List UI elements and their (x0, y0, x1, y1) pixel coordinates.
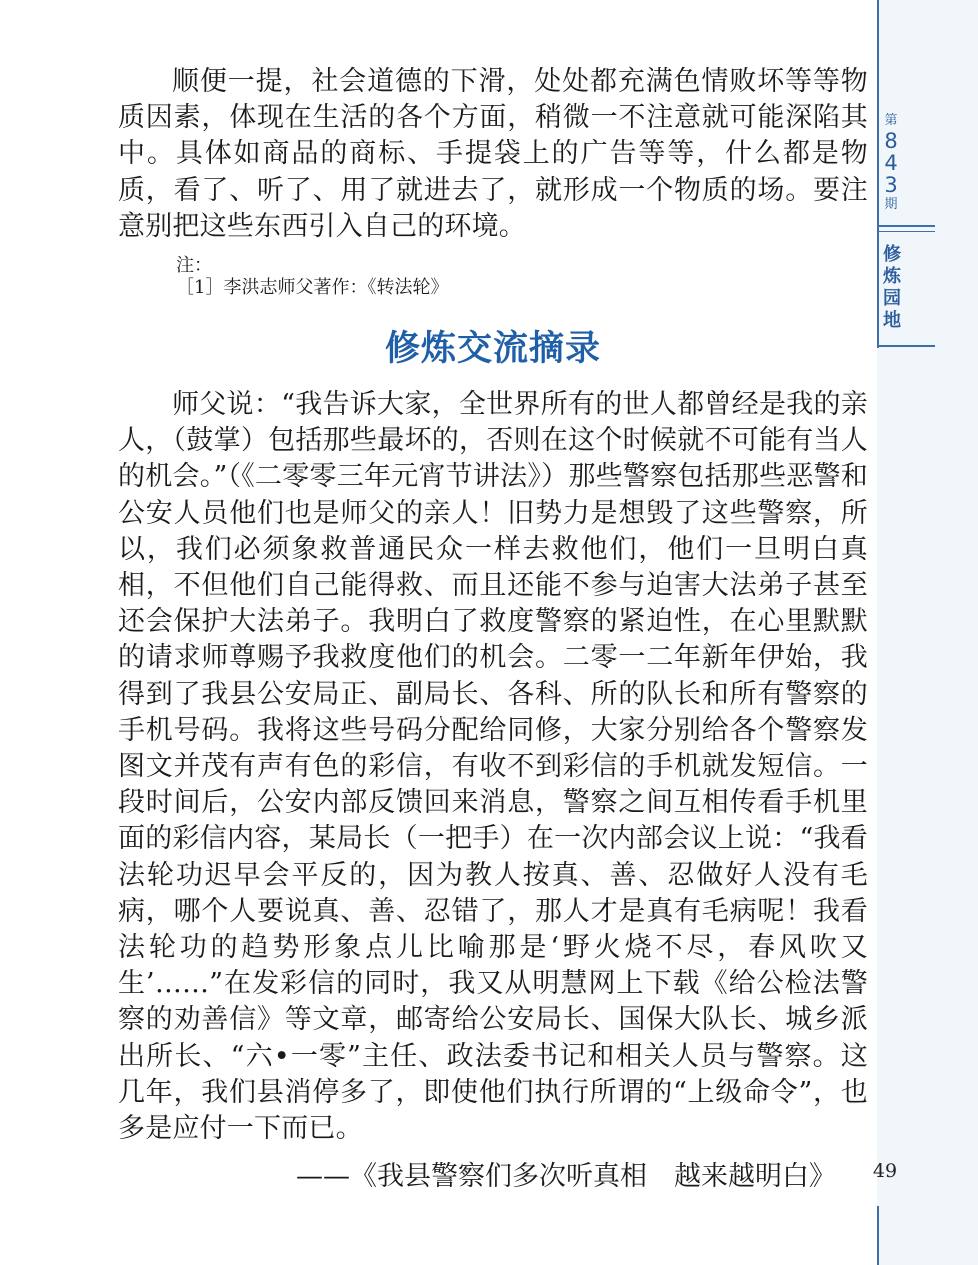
column-char: 园 (883, 288, 901, 309)
notes (176, 255, 868, 299)
column-char: 修 (883, 244, 901, 265)
section-title: 修炼交流摘录 (384, 329, 601, 370)
side-divider-bottom (877, 1206, 879, 1265)
article-body: 师父说：“我告诉大家，全世界所有的世人都曾经是我的亲人，（鼓掌）包括那些最坏的，否则在这个时候就不可能有当人的机会。”（《二零零三年元宵节讲法》）那些警察包括那些恶警和公安人员他们也是师父的亲人！旧势力是想毁了这些警察，所以，我们必须象救普通民众一样去救他们，他们一旦明白真相，不但他们自己能得救、而且还能不参与迫害大法弟子甚至还会保护大法弟子。我明白了救度警察的紧迫性，在心里默默的请求师尊赐予我救度他们的机会。二零一二年新年伊始，我得到了我县公安局正、副局长、各科、所的队长和所有警察的手机号码。我将这些号码分配给同修，大家分别给各个警察发图文并茂有声有色的彩信，有收不到彩信的手机就发短信。一段时间后，公安内部反馈回来消息，警察之间互相传看手机里面的彩信内容，某局长（一把手）在一次内部会议上说：“我看法轮功迟早会平反的，因为教人按真、善、忍做好人没有毛病，哪个人要说真、善、忍错了，那人才是真有毛病呢！我看法轮功的趋势形象点儿比喻那是‘野火烧不尽，春风吹又生’……”在发彩信的同时，我又从明慧网上下载《给公检法警察的劝善信》等文章，邮寄给公安局长、国保大队长、城乡派出所长、“六•一零”主任、政法委书记和相关人员与警察。这几年，我们县消停多了，即使他们执行所谓的“上级命令”，也多是应付一下而已。 (118, 389, 868, 1145)
intro-paragraph: 顺便一提，社会道德的下滑，处处都充满色情败坏等等物质因素，体现在生活的各个方面，稍微一不注意就可能深陷其中。具体如商品的商标、手提袋上的广告等等，什么都是物质，看了、听了、用了就进去了，就形成一个物质的场。要注意别把这些东西引入自己的环境。 (118, 66, 868, 242)
notes-label: 注： (176, 255, 212, 277)
column-char: 地 (883, 310, 901, 331)
issue-suffix: 期 (884, 197, 898, 212)
side-rule (877, 225, 935, 227)
issue-prefix: 第 (884, 113, 898, 128)
side-rule (877, 345, 935, 347)
article-source: ——《我县警察们多次听真相 越来越明白》 (296, 1161, 836, 1193)
column-name (879, 244, 905, 332)
main-content (118, 64, 868, 1195)
issue-digit: 3 (884, 173, 898, 197)
issue-number (879, 112, 903, 214)
issue-digit: 8 (884, 129, 898, 153)
issue-digit: 4 (884, 151, 898, 175)
page-number: 49 (872, 1160, 898, 1182)
note-item: ［1］李洪志师父著作：《转法轮》 (176, 277, 449, 299)
column-char: 炼 (883, 266, 901, 287)
side-rule (877, 231, 935, 232)
